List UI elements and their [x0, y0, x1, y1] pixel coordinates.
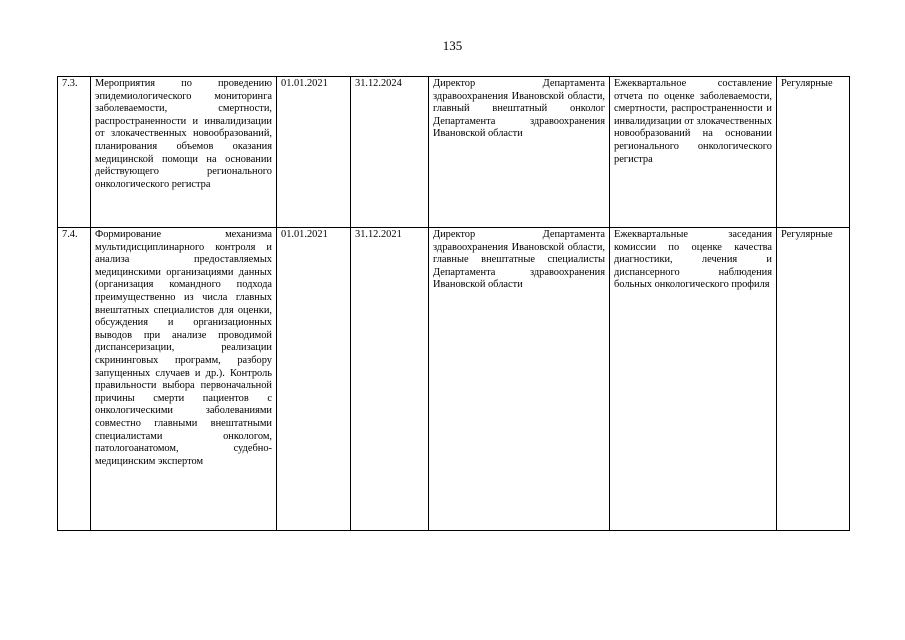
end-date: 31.12.2021 [351, 228, 429, 531]
expected-result: Ежеквартальные заседания комиссии по оценке качества диагностики, лечения и диспансерного наблюдения больных онкологического профиля [610, 228, 777, 531]
measure-description: Мероприятия по проведению эпидемиологического мониторинга заболеваемости, смертности, распространенности и инвалидизации от злокачественных новообразований, планирования объемов оказания медицинской помощи на основании действующего регионального онкологического регистра [91, 77, 277, 228]
table-row [58, 77, 850, 228]
end-date: 31.12.2024 [351, 77, 429, 228]
start-date: 01.01.2021 [277, 228, 351, 531]
action-plan-table [57, 76, 850, 531]
page-number: 135 [442, 38, 463, 53]
measure-type: Регулярные [777, 228, 850, 531]
measure-type: Регулярные [777, 77, 850, 228]
responsible-executor: Директор Департамента здравоохранения Ивановской области, главный внештатный онколог Департамента здравоохранения Ивановской области [429, 77, 610, 228]
item-number: 7.3. [58, 77, 91, 228]
responsible-executor: Директор Департамента здравоохранения Ивановской области, главные внештатные специалисты Департамента здравоохранения Ивановской области [429, 228, 610, 531]
measure-description: Формирование механизма мультидисциплинарного контроля и анализа предоставляемых медицинскими организациями данных (организация командного подхода преимущественно из числа главных внештатных специалистов для оценки, обсуждения и организационных выводов при анализе проводимой диспансеризации, реализации скрининговых программ, разбору запущенных случаев и др.). Контроль правильности выбора первоначальной причины смерти пациентов с онкологическими заболеваниями совместно главными внештатными специалистами онкологом, патологоанатомом, судебно-медицинским экспертом [91, 228, 277, 531]
item-number: 7.4. [58, 228, 91, 531]
table-row [58, 228, 850, 531]
expected-result: Ежеквартальное составление отчета по оценке заболеваемости, смертности, распространенности и инвалидизации от злокачественных новообразований на основании регионального онкологического регистра [610, 77, 777, 228]
start-date: 01.01.2021 [277, 77, 351, 228]
